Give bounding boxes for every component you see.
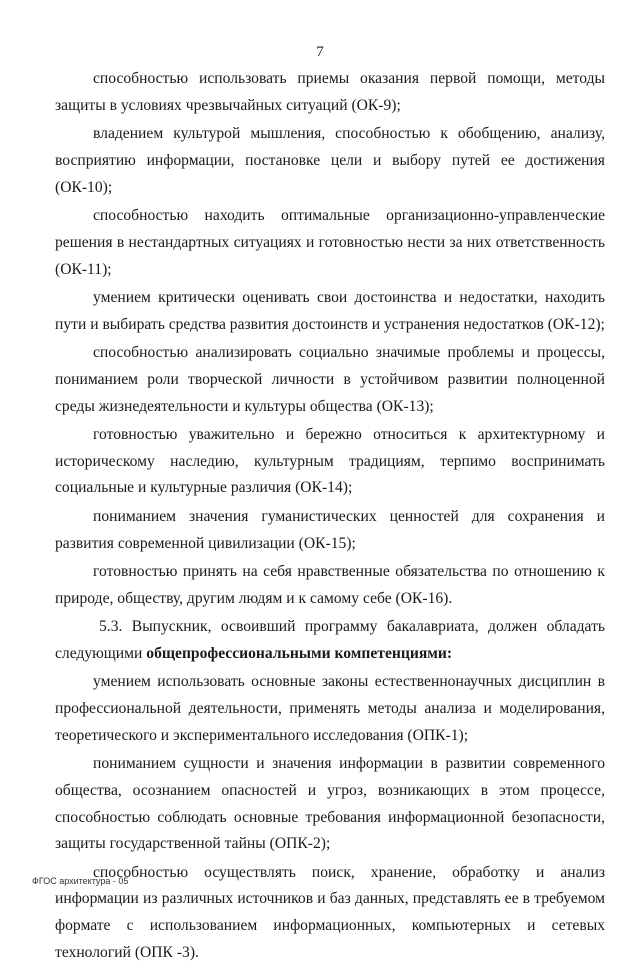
footer-label: ФГОС архитектура - 05: [32, 876, 129, 886]
paragraph-ok-15: пониманием значения гуманистических ценностей для сохранения и развития современной цивилизации (ОК-15);: [55, 507, 605, 552]
paragraph-ok-13: способностью анализировать социально значимые проблемы и процессы, пониманием роли творческой личности в устойчивом развитии полноценной среды жизнедеятельности и культуры общества (ОК-13);: [55, 343, 605, 415]
paragraph-ok-11: способностью находить оптимальные организационно-управленческие решения в нестандартных ситуациях и готовностью нести за них ответственность (ОК-11);: [55, 206, 605, 278]
paragraph-opk-2: пониманием сущности и значения информации в развитии современного общества, осознанием опасностей и угроз, возникающих в этом процессе, способностью соблюдать основные требования информационной безопасности, защиты государственной тайны (ОПК-2);: [55, 754, 605, 853]
section-5-3-text: 5.3. Выпускник, освоивший программу бакалавриата, должен обладать следующими: [55, 617, 605, 662]
paragraph-ok-14: готовностью уважительно и бережно относиться к архитектурному и историческому наследию, культурным традициям, терпимо воспринимать социальные и культурные различия (ОК-14);: [55, 425, 605, 497]
paragraph-ok-16: готовностью принять на себя нравственные обязательства по отношению к природе, обществу, другим людям и к самому себе (ОК-16).: [55, 562, 605, 607]
section-5-3: [55, 614, 605, 668]
paragraph-ok-10: владением культурой мышления, способностью к обобщению, анализу, восприятию информации, постановке цели и выбору путей ее достижения (ОК-10);: [55, 125, 605, 196]
paragraph-ok-12: умением критически оценивать свои достоинства и недостатки, находить пути и выбирать средства развития достоинств и устранения недостатков (ОК-12);: [55, 288, 605, 333]
paragraph-opk-3: способностью осуществлять поиск, хранение, обработку и анализ информации из различных источников и баз данных, представлять ее в требуемом формате с использованием информационных, компьютерных и сетевых технологий (ОПК -3).: [55, 863, 605, 961]
paragraph-ok-9: способностью использовать приемы оказания первой помощи, методы защиты в условиях чрезвычайных ситуаций (ОК-9);: [55, 70, 605, 114]
paragraph-opk-1: умением использовать основные законы естественнонаучных дисциплин в профессиональной деятельности, применять методы анализа и моделирования, теоретического и экспериментального исследования (ОПК-1);: [55, 673, 605, 744]
document-body: [55, 66, 605, 968]
section-5-3-bold-term: общепрофессиональными компетенциями:: [146, 644, 453, 662]
page-number: 7: [316, 44, 324, 60]
